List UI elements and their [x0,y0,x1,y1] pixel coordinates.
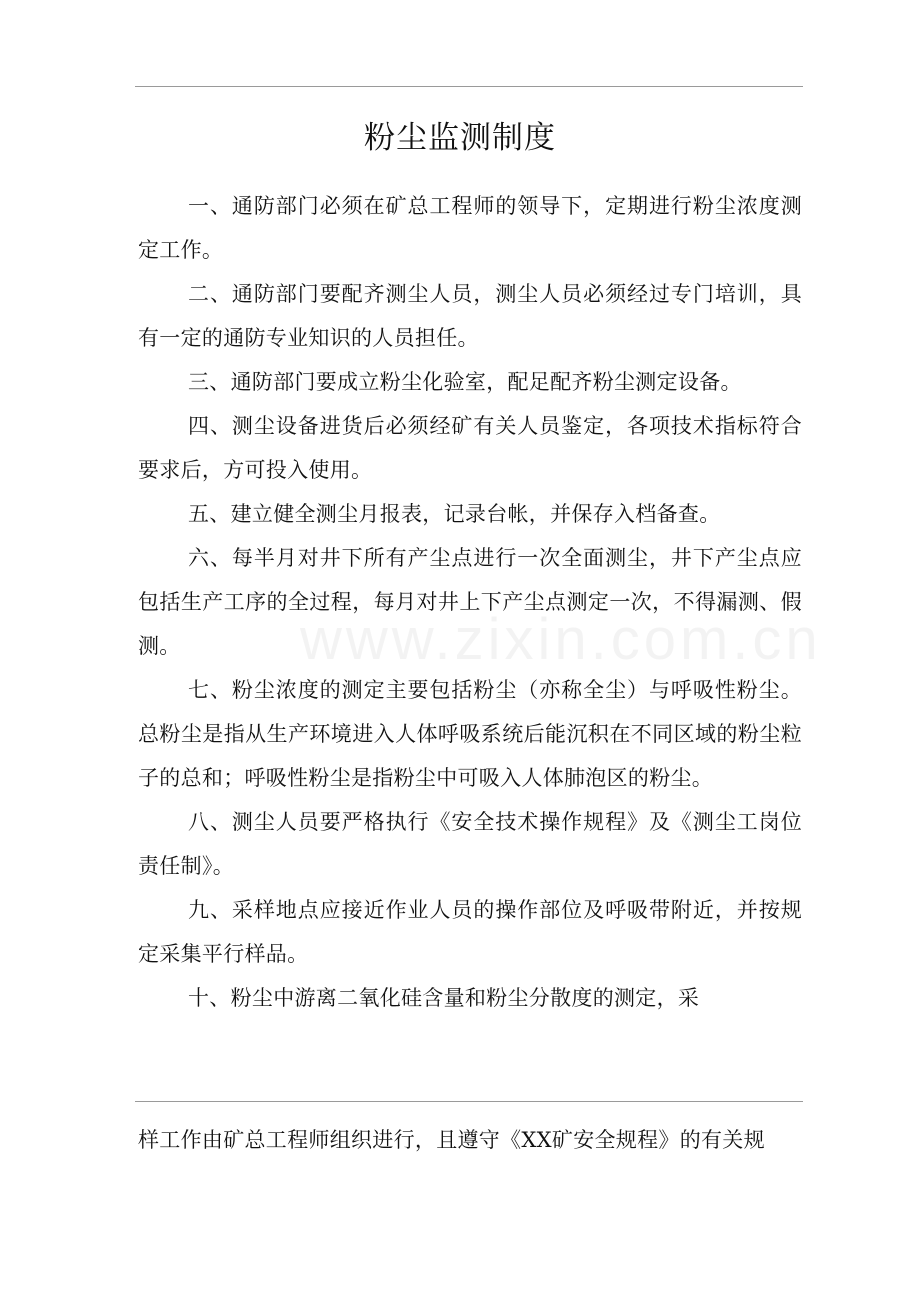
paragraph-10: 十、粉尘中游离二氧化硅含量和粉尘分散度的测定，采 [188,986,700,1010]
paragraph-5: 五、建立健全测尘月报表，记录台帐，并保存入档备查。 [188,502,721,526]
paragraph-6: 六、每半月对井下所有产尘点进行一次全面测尘，井下产尘点应包括生产工序的全过程，每月对井上下产尘点测定一次，不得漏测、假测。 [138,546,802,658]
header-rule [135,86,803,87]
paragraph-4: 四、测尘设备进货后必须经矿有关人员鉴定，各项技术指标符合要求后，方可投入使用。 [138,414,802,482]
document-body [138,184,802,1020]
paragraph-1: 一、通防部门必须在矿总工程师的领导下，定期进行粉尘浓度测定工作。 [138,194,802,262]
next-page-continuation: 样工作由矿总工程师组织进行，且遵守《XX矿安全规程》的有关规 [138,1128,765,1152]
document-title: 粉尘监测制度 [364,120,556,156]
paragraph-9: 九、采样地点应接近作业人员的操作部位及呼吸带附近，并按规定采集平行样品。 [138,898,802,966]
page-break-rule [135,1101,803,1102]
paragraph-8: 八、测尘人员要严格执行《安全技术操作规程》及《测尘工岗位责任制》。 [138,810,802,878]
paragraph-7: 七、粉尘浓度的测定主要包括粉尘（亦称全尘）与呼吸性粉尘。总粉尘是指从生产环境进入人体呼吸系统后能沉积在不同区域的粉尘粒子的总和；呼吸性粉尘是指粉尘中可吸入人体肺泡区的粉尘。 [138,678,802,790]
watermark: www.zixin.com.cn [300,607,822,672]
paragraph-2: 二、通防部门要配齐测尘人员，测尘人员必须经过专门培训，具有一定的通防专业知识的人员担任。 [138,282,802,350]
paragraph-3: 三、通防部门要成立粉尘化验室，配足配齐粉尘测定设备。 [188,370,742,394]
